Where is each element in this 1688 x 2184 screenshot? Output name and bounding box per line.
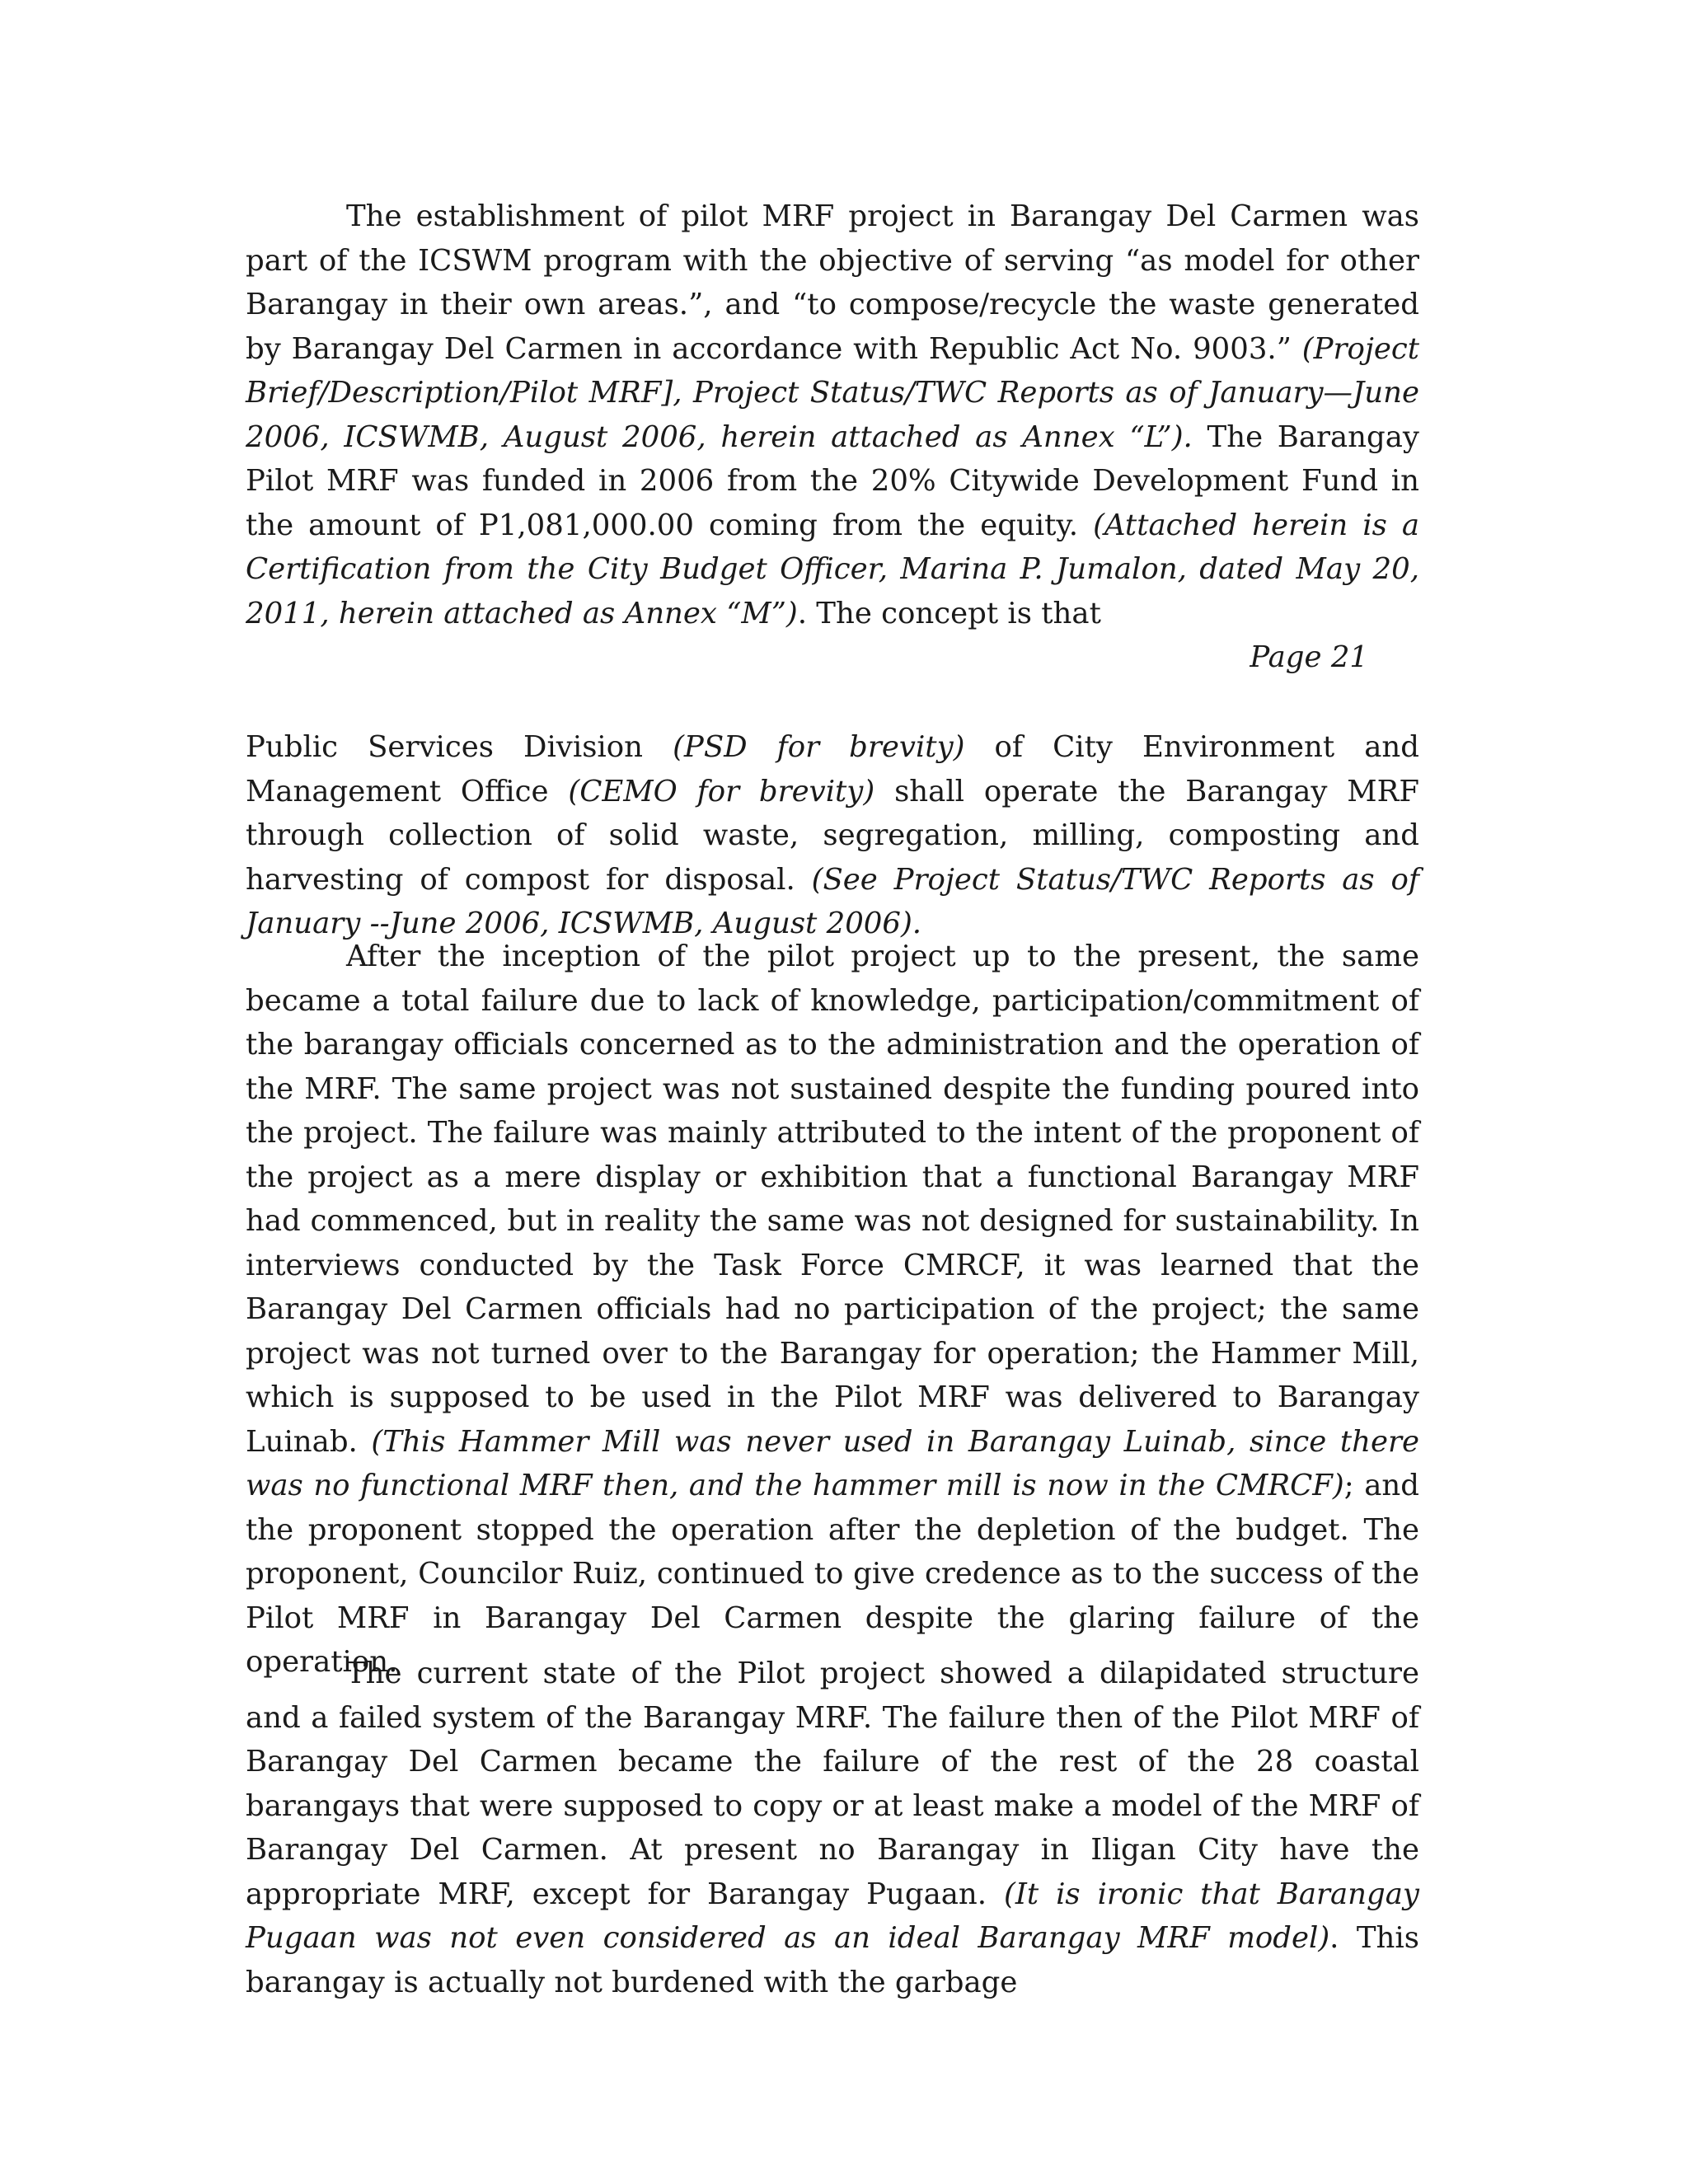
abbreviation-psd: (PSD for brevity)	[673, 730, 965, 764]
section-current-state	[246, 1652, 1419, 2004]
paragraph-text: shall operate the Barangay MRF through collection of solid waste, segregation, milling, composting and harvesting of compost for disposal.	[246, 774, 1420, 897]
section-failure	[246, 935, 1419, 1685]
paragraph-text: . The concept is that	[797, 596, 1101, 630]
paragraph-text: Public Services Division	[246, 730, 673, 764]
paragraph-psd-operation	[246, 725, 1419, 946]
paragraph-text: The establishment of pilot MRF project in Barangay Del Carmen was part of the ICSWM program with the objective of serving “as model for other Barangay in their own areas.”, and “to compose/recycle the waste generated by Barangay Del Carmen in accordance with Republic Act No. 9003.”	[246, 199, 1419, 366]
section-top	[246, 194, 1419, 680]
paragraph-text: of City Environment and Management Office	[246, 730, 1419, 808]
note-hammer-mill: (This Hammer Mill was never used in Barangay Luinab, since there was no functional MRF then, and the hammer mill is now in the CMRCF)	[246, 1424, 1419, 1502]
paragraph-pilot-mrf-establishment	[246, 194, 1419, 635]
paragraph-text: . This barangay is actually not burdened with the garbage	[246, 1921, 1419, 1999]
citation-project-status: (See Project Status/TWC Reports as of January --June 2006, ICSWMB, August 2006).	[246, 862, 1419, 940]
paragraph-text: The current state of the Pilot project showed a dilapidated structure and a failed system of the Barangay MRF. The failure then of the Pilot MRF of Barangay Del Carmen became the failure of the rest of the 28 coastal barangays that were supposed to copy or at least make a model of the MRF of Barangay Del Carmen. At present no Barangay in Iligan City have the appropriate MRF, except for Barangay Pugaan.	[246, 1657, 1419, 1911]
citation-budget-certification: (Attached herein is a Certification from the City Budget Officer, Marina P. Jumalon, dated May 20, 2011, herein attached as Annex “M”)	[246, 508, 1419, 630]
paragraph-current-state	[246, 1652, 1419, 2004]
section-psd	[246, 725, 1419, 946]
paragraph-text: After the inception of the pilot project up to the present, the same became a total failure due to lack of knowledge, participation/commitment of the barangay officials concerned as to the administration and the operation of the MRF. The same project was not sustained despite the funding poured into the project. The failure was mainly attributed to the intent of the proponent of the project as a mere display or exhibition that a functional Barangay MRF had commenced, but in reality the same was not designed for sustainability. In interviews conducted by the Task Force CMRCF, it was learned that the Barangay Del Carmen officials had no participation of the project; the same project was not turned over to the Barangay for operation; the Hammer Mill, which is supposed to be used in the Pilot MRF was delivered to Barangay Luinab.	[246, 940, 1419, 1459]
citation-project-brief: (Project Brief/Description/Pilot MRF], Project Status/TWC Reports as of January—June 2006, ICSWMB, August 2006, herein attached as Annex “L”).	[246, 331, 1419, 454]
paragraph-text: ; and the proponent stopped the operation after the depletion of the budget. The proponent, Councilor Ruiz, continued to give credence as to the success of the Pilot MRF in Barangay Del Carmen despite the glaring failure of the operation.	[246, 1469, 1419, 1679]
page-number: Page 21	[1250, 640, 1368, 674]
paragraph-text: The Barangay Pilot MRF was funded in 2006 from the 20% Citywide Development Fund in the amount of P1,081,000.00 coming from the equity.	[246, 419, 1419, 542]
paragraph-project-failure	[246, 935, 1419, 1685]
abbreviation-cemo: (CEMO for brevity)	[568, 774, 875, 808]
note-pugaan: (It is ironic that Barangay Pugaan was not even considered as an ideal Barangay MRF model)	[246, 1877, 1419, 1955]
